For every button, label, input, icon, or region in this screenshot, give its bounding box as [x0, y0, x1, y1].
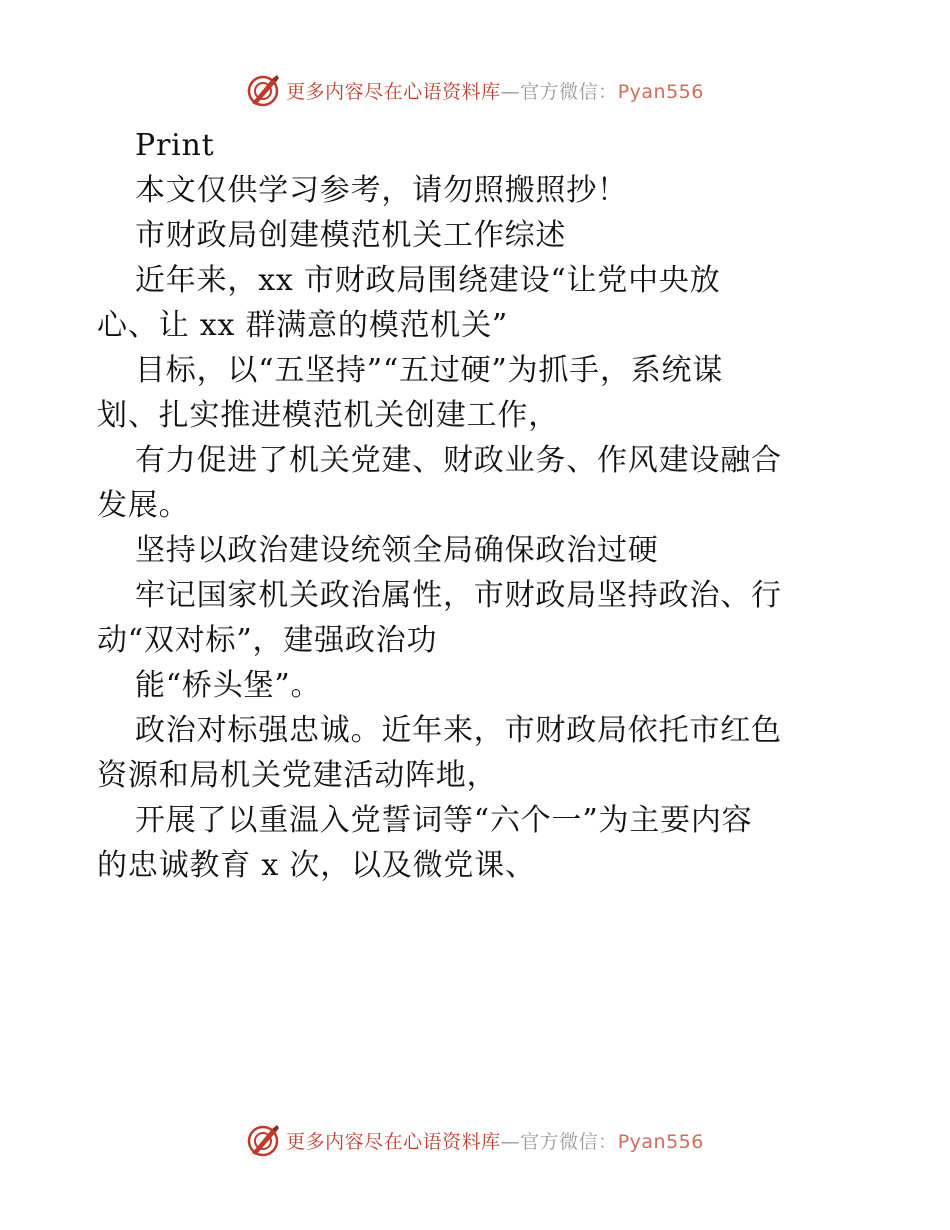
header-banner	[0, 70, 950, 110]
doc-line-print: Print	[135, 128, 215, 163]
doc-paragraph-line: 有力促进了机关党建、财政业务、作风建设融合	[135, 443, 782, 478]
doc-paragraph-line: 心、让 xx 群满意的模范机关”	[97, 308, 509, 343]
doc-paragraph-line: 划、扎实推进模范机关创建工作，	[97, 398, 559, 433]
doc-paragraph-line: 目标，以“五坚持”“五过硬”为抓手，系统谋	[135, 353, 724, 388]
footer-separator: —	[500, 1130, 521, 1153]
header-banner-inner	[246, 73, 704, 107]
doc-paragraph-line: 近年来，xx 市财政局围绕建设“让党中央放	[135, 263, 721, 298]
footer-site-text: 更多内容尽在心语资料库	[286, 1130, 501, 1153]
header-wechat-id: Pyan556	[617, 80, 704, 103]
document-body	[97, 123, 857, 888]
doc-section-heading: 坚持以政治建设统领全局确保政治过硬	[135, 533, 659, 568]
doc-paragraph-line: 的忠诚教育 x 次，以及微党课、	[97, 848, 536, 883]
footer-wechat-id: Pyan556	[617, 1130, 704, 1153]
footer-banner	[0, 1120, 950, 1160]
footer-banner-text	[286, 1127, 704, 1154]
footer-banner-inner	[246, 1123, 704, 1157]
pen-logo-icon	[246, 73, 280, 107]
doc-paragraph-line: 政治对标强忠诚。近年来，市财政局依托市红色	[135, 713, 782, 748]
doc-title: 市财政局创建模范机关工作综述	[135, 218, 567, 253]
doc-paragraph-line: 牢记国家机关政治属性，市财政局坚持政治、行	[135, 578, 782, 613]
doc-paragraph-line: 能“桥头堡”。	[135, 668, 322, 703]
doc-paragraph-line: 发展。	[97, 488, 190, 523]
header-separator: —	[500, 80, 521, 103]
header-site-text: 更多内容尽在心语资料库	[286, 80, 501, 103]
doc-paragraph-line: 开展了以重温入党誓词等“六个一”为主要内容	[135, 803, 753, 838]
doc-paragraph-line: 动“双对标”，建强政治功	[97, 623, 438, 658]
pen-logo-icon	[246, 1123, 280, 1157]
doc-paragraph-line: 资源和局机关党建活动阵地，	[97, 758, 498, 793]
header-banner-text	[286, 77, 704, 104]
doc-line-disclaimer: 本文仅供学习参考，请勿照搬照抄！	[135, 173, 628, 208]
footer-wechat-label: 官方微信：	[520, 1130, 618, 1153]
header-wechat-label: 官方微信：	[520, 80, 618, 103]
